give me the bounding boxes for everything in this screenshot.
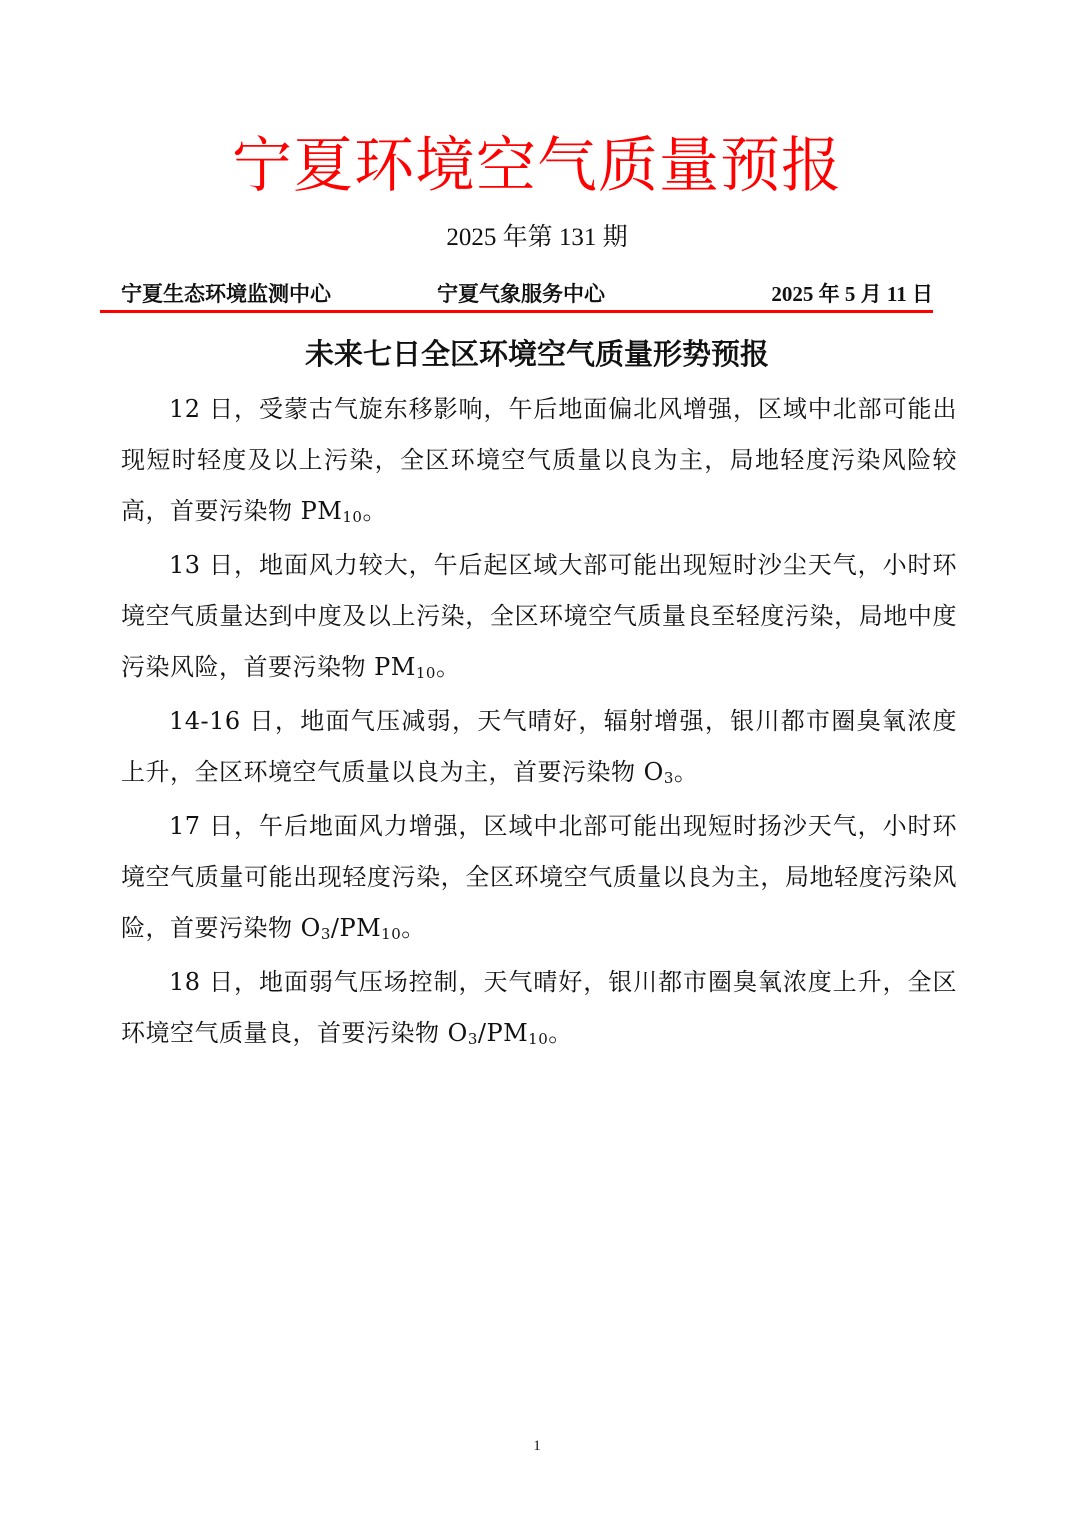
forecast-paragraph-day-13: 13 日，地面风力较大，午后起区域大部可能出现短时沙尘天气，小时环境空气质量达到中度及以上污染，全区环境空气质量良至轻度污染，局地中度污染风险，首要污染物 $PM_{10}$。	[121, 551, 957, 682]
issuer-weather-center: 宁夏气象服务中心	[437, 282, 605, 306]
issuer-row	[121, 279, 933, 309]
forecast-paragraph-day-18: 18 日，地面弱气压场控制，天气晴好，银川都市圈臭氧浓度上升，全区环境空气质量良，首要污染物 $O_3/PM_{10}$。	[121, 968, 957, 1048]
subscript: 10	[381, 925, 402, 943]
forecast-body	[121, 384, 957, 1062]
red-divider-line	[100, 310, 933, 313]
issuer-environment-center: 宁夏生态环境监测中心	[121, 282, 331, 306]
issue-number: 2025 年第 131 期	[446, 224, 628, 251]
forecast-paragraph-day-12: 12 日，受蒙古气旋东移影响，午后地面偏北风增强，区域中北部可能出现短时轻度及以上污染，全区环境空气质量以良为主，局地轻度污染风险较高，首要污染物 $PM_{10}$。	[121, 395, 957, 526]
subscript: 3	[663, 769, 674, 787]
subscript: 10	[528, 1030, 549, 1048]
subscript: 3	[320, 925, 331, 943]
forecast-paragraph-day-14-16: 14-16 日，地面气压减弱，天气晴好，辐射增强，银川都市圈臭氧浓度上升，全区环境空气质量以良为主，首要污染物 $O_3$。	[121, 707, 957, 787]
subscript: 10	[342, 508, 363, 526]
page-number: 1	[533, 1438, 541, 1454]
subscript: 10	[415, 664, 436, 682]
issue-date: 2025 年 5 月 11 日	[771, 282, 933, 306]
forecast-paragraph-day-17: 17 日，午后地面风力增强，区域中北部可能出现短时扬沙天气，小时环境空气质量可能出现轻度污染，全区环境空气质量以良为主，局地轻度污染风险，首要污染物 $O_3/PM_{10}$。	[121, 812, 957, 943]
subscript: 3	[467, 1030, 478, 1048]
section-title: 未来七日全区环境空气质量形势预报	[304, 337, 769, 371]
document-title: 宁夏环境空气质量预报	[232, 131, 842, 201]
